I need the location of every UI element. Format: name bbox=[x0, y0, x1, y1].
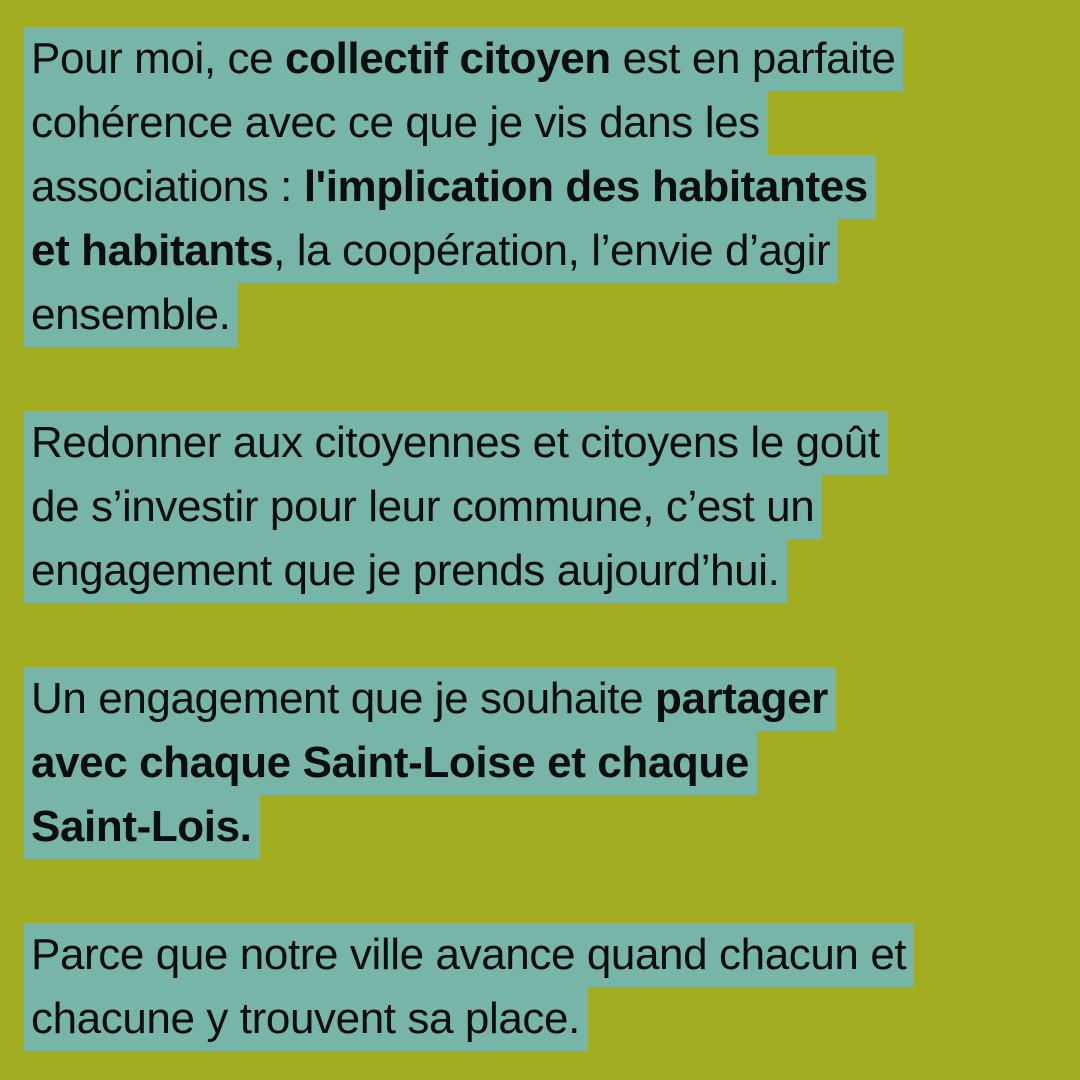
text-run: Parce que notre ville avance quand chacun et bbox=[31, 930, 907, 979]
text-run: chacune y trouvent sa place. bbox=[31, 994, 580, 1043]
text-run: est en parfaite bbox=[610, 34, 896, 83]
bold-run: l'implication des habitantes bbox=[303, 162, 868, 211]
paragraph-1 bbox=[24, 27, 903, 347]
text-run: de s’investir pour leur commune, c’est un bbox=[31, 482, 815, 531]
text-run: Pour moi, ce bbox=[31, 34, 286, 83]
text-line bbox=[24, 91, 768, 155]
bold-run: et habitants bbox=[31, 226, 274, 275]
text-line bbox=[24, 27, 903, 91]
text-line bbox=[24, 795, 260, 859]
bold-run: partager bbox=[655, 674, 828, 723]
text-line bbox=[24, 475, 822, 539]
paragraph-3 bbox=[24, 667, 836, 859]
paragraph-2 bbox=[24, 411, 888, 603]
text-line bbox=[24, 219, 838, 283]
text-line bbox=[24, 539, 787, 603]
paragraph-4 bbox=[24, 923, 914, 1051]
text-line bbox=[24, 411, 888, 475]
text-run: associations : bbox=[31, 162, 304, 211]
text-line bbox=[24, 667, 836, 731]
text-line bbox=[24, 283, 238, 347]
text-run: engagement que je prends aujourd’hui. bbox=[31, 546, 780, 595]
text-line bbox=[24, 155, 876, 219]
text-run: ensemble. bbox=[31, 290, 231, 339]
text-line bbox=[24, 923, 914, 987]
text-line bbox=[24, 731, 757, 795]
text-run: Un engagement que je souhaite bbox=[31, 674, 656, 723]
text-line bbox=[24, 987, 588, 1051]
text-run: , la coopération, l’envie d’agir bbox=[273, 226, 831, 275]
bold-run: avec chaque Saint-Loise et chaque bbox=[31, 738, 749, 787]
text-run: cohérence avec ce que je vis dans les bbox=[31, 98, 760, 147]
text-run: Redonner aux citoyennes et citoyens le goût bbox=[31, 418, 880, 467]
bold-run: collectif citoyen bbox=[285, 34, 611, 83]
bold-run: Saint-Lois. bbox=[31, 802, 252, 851]
